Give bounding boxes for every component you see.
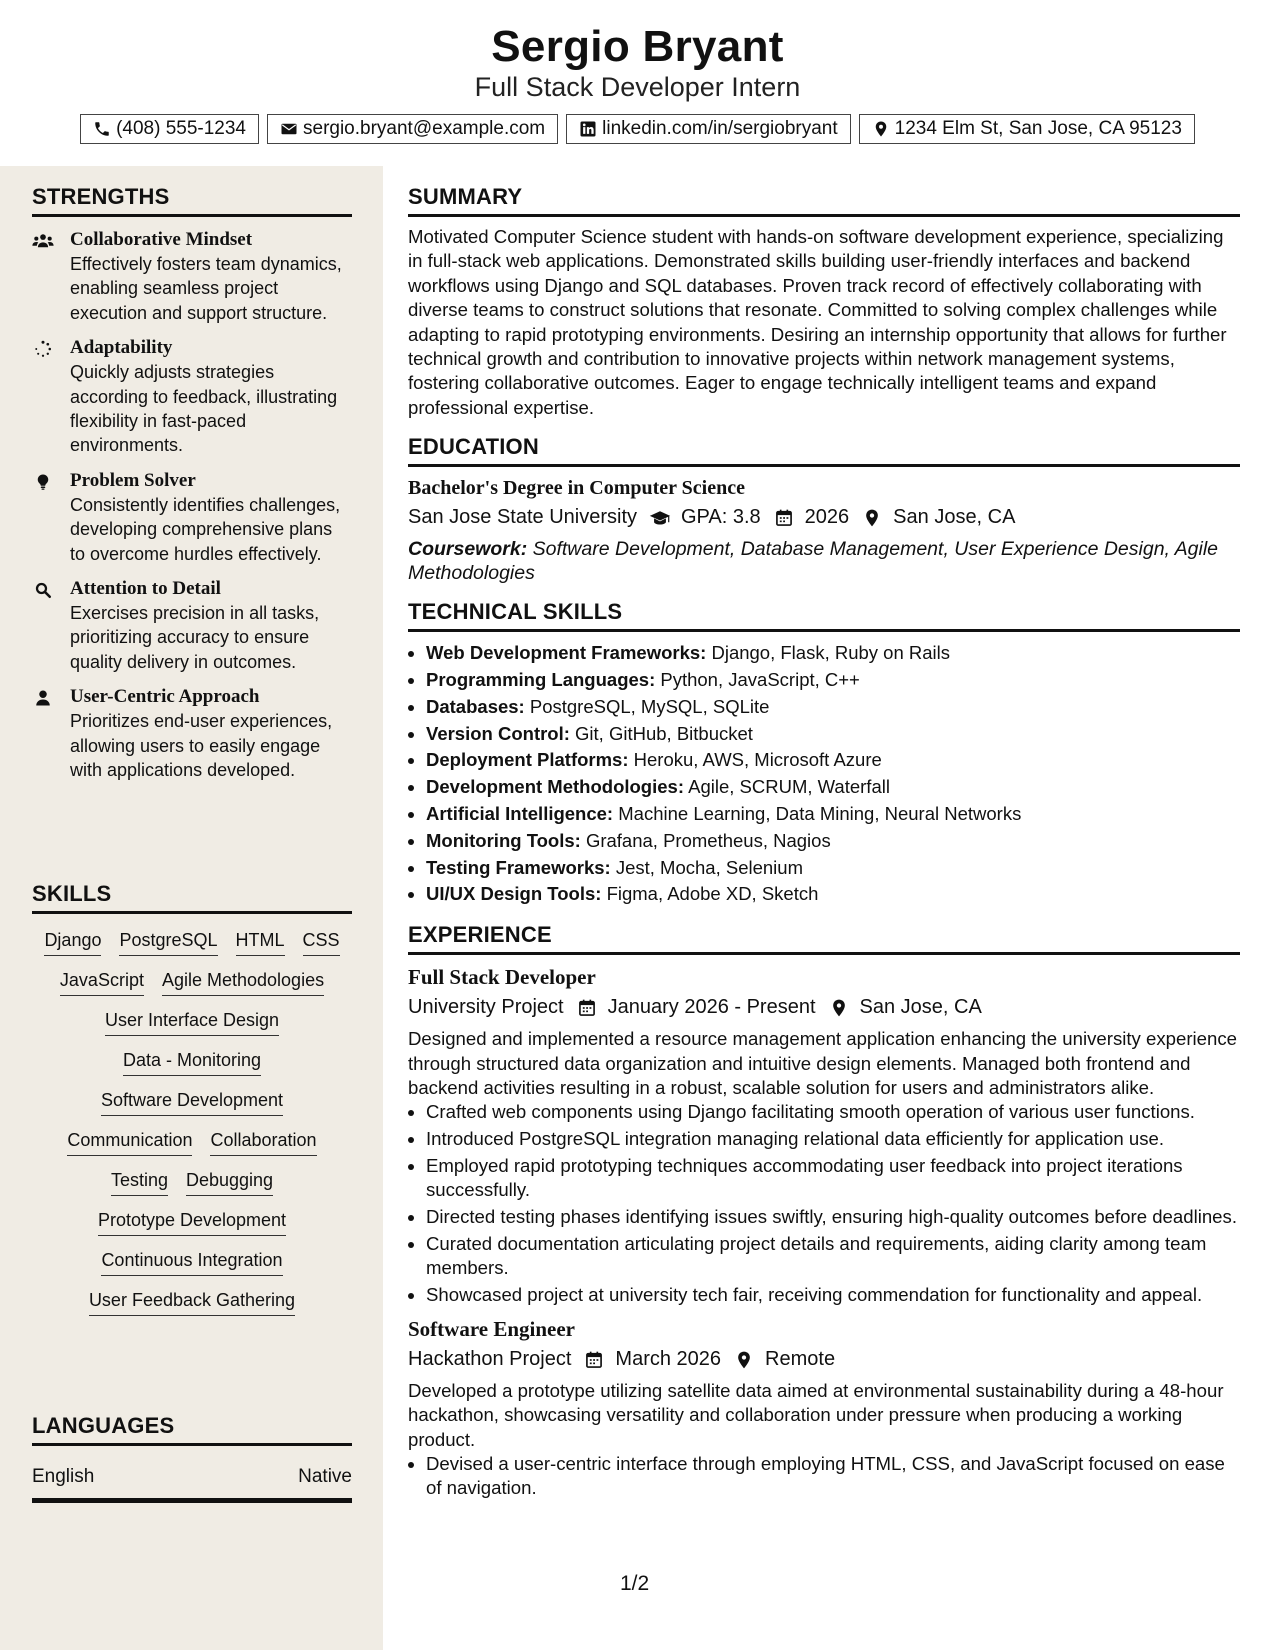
skill-tag: User Feedback Gathering <box>89 1288 295 1316</box>
job-meta <box>408 996 1240 1019</box>
skill-value: Agile, SCRUM, Waterfall <box>688 776 890 798</box>
list-item <box>426 855 1240 882</box>
calendar-icon <box>576 998 598 1018</box>
resume-header <box>0 0 1275 166</box>
list-item <box>426 667 1240 694</box>
education-section <box>408 434 1240 585</box>
calendar-icon <box>773 508 795 528</box>
list-item <box>426 881 1240 908</box>
users-icon <box>32 232 54 250</box>
skill-label: UI/UX Design Tools: <box>426 883 602 905</box>
calendar-icon <box>583 1350 605 1370</box>
skill-value: Python, JavaScript, C++ <box>660 669 860 691</box>
map-pin-icon <box>861 508 883 528</box>
list-item <box>426 801 1240 828</box>
skill-value: Heroku, AWS, Microsoft Azure <box>633 749 882 771</box>
spinner-icon <box>32 340 54 358</box>
job-description: Developed a prototype utilizing satellite data aimed at environmental sustainability during a 48-hour hackathon, showcasing versatility and collaboration under pressure when producing a working product. <box>408 1380 1224 1450</box>
coursework-list: Software Development, Database Management, User Experience Design, Agile Methodologies <box>408 538 1219 585</box>
strength-desc: Effectively fosters team dynamics, enabling seamless project execution and support structure. <box>70 254 342 323</box>
candidate-name: Sergio Bryant <box>491 22 784 71</box>
strength-title: Problem Solver <box>70 469 196 491</box>
contact-text: (408) 555-1234 <box>116 118 246 139</box>
technical-skills-section <box>408 599 1240 908</box>
skill-tag: Communication <box>67 1128 192 1156</box>
list-item: • Crafted web components using Django facilitating smooth operation of various user functions. <box>426 1100 1240 1124</box>
contact-address[interactable] <box>859 114 1195 144</box>
languages-section <box>32 1413 352 1503</box>
section-title: STRENGTHS <box>32 184 352 217</box>
job-org: University Project <box>408 996 564 1019</box>
strength-title: User-Centric Approach <box>70 686 260 708</box>
school-location: San Jose, CA <box>893 506 1016 529</box>
education-meta <box>408 506 1240 529</box>
job-bullets <box>408 1100 1240 1307</box>
section-title: SKILLS <box>32 881 352 914</box>
search-icon <box>32 581 54 599</box>
technical-skills-list <box>408 640 1240 908</box>
user-icon <box>32 689 54 707</box>
strength-desc: Consistently identifies challenges, developing comprehensive plans to overcome hurdles effectively. <box>70 494 341 564</box>
section-title: EXPERIENCE <box>408 922 1240 955</box>
list-item: • Devised a user-centric interface through employing HTML, CSS, and JavaScript focused on ease of navigation. <box>426 1452 1240 1500</box>
gpa: GPA: 3.8 <box>681 506 761 529</box>
list-item: • Employed rapid prototyping techniques accommodating user feedback into project iterations successfully. <box>426 1154 1240 1202</box>
school-name: San Jose State University <box>408 506 637 529</box>
section-title: LANGUAGES <box>32 1413 352 1446</box>
skill-label: Monitoring Tools: <box>426 829 581 851</box>
graduation-cap-icon <box>649 508 671 528</box>
skill-value: Git, GitHub, Bitbucket <box>575 722 753 744</box>
sidebar <box>0 166 383 1650</box>
list-item <box>426 828 1240 855</box>
skill-tag: CSS <box>303 928 340 956</box>
skill-tag: HTML <box>236 928 285 956</box>
contact-bar <box>0 114 1275 144</box>
linkedin-icon <box>579 120 597 138</box>
skill-tag: Data - Monitoring <box>123 1048 261 1076</box>
job-bullets <box>408 1452 1240 1500</box>
skill-value: Jest, Mocha, Selenium <box>615 856 803 878</box>
lightbulb-icon <box>32 473 54 491</box>
skill-tag: PostgreSQL <box>119 928 217 956</box>
candidate-role: Full Stack Developer Intern <box>474 72 801 102</box>
skill-tag: Software Development <box>101 1088 283 1116</box>
main-content <box>408 166 1240 1503</box>
skill-label: Web Development Frameworks: <box>426 642 707 664</box>
contact-text: 1234 Elm St, San Jose, CA 95123 <box>894 118 1182 139</box>
skill-value: PostgreSQL, MySQL, SQLite <box>529 695 770 717</box>
skill-value: Django, Flask, Ruby on Rails <box>711 642 951 664</box>
skill-tag: Continuous Integration <box>101 1248 282 1276</box>
degree-title: Bachelor's Degree in Computer Science <box>408 477 745 500</box>
list-item: • Curated documentation articulating project details and requirements, aiding clarity among team members. <box>426 1232 1240 1280</box>
section-title: TECHNICAL SKILLS <box>408 599 1240 632</box>
contact-text: sergio.bryant@example.com <box>303 118 546 139</box>
list-item <box>426 694 1240 721</box>
job-org: Hackathon Project <box>408 1348 572 1371</box>
strength-item <box>32 685 352 782</box>
skill-tag: Debugging <box>186 1168 273 1196</box>
list-item <box>426 721 1240 748</box>
job-title: Full Stack Developer <box>408 965 596 990</box>
strength-title: Attention to Detail <box>70 578 221 600</box>
strength-item <box>32 577 352 674</box>
list-item <box>426 747 1240 774</box>
skill-tag: JavaScript <box>60 968 144 996</box>
grad-year: 2026 <box>804 506 850 529</box>
skill-label: Databases: <box>426 695 525 717</box>
summary-section <box>408 184 1240 420</box>
contact-email[interactable] <box>267 114 558 144</box>
section-title: EDUCATION <box>408 434 1240 467</box>
list-item: • Directed testing phases identifying issues swiftly, ensuring high-quality outcomes before deadlines. <box>426 1205 1240 1229</box>
contact-phone[interactable] <box>80 114 259 144</box>
skill-value: Machine Learning, Data Mining, Neural Networks <box>618 803 1022 825</box>
experience-section <box>408 922 1240 1500</box>
phone-icon <box>93 120 111 138</box>
contact-linkedin[interactable] <box>566 114 851 144</box>
skill-label: Version Control: <box>426 722 570 744</box>
job-entry <box>408 1317 1240 1501</box>
coursework-label: Coursework: <box>408 538 528 561</box>
job-dates: January 2026 - Present <box>607 996 816 1019</box>
skill-tag: Agile Methodologies <box>162 968 324 996</box>
job-location: San Jose, CA <box>859 996 982 1019</box>
list-item: • Showcased project at university tech fair, receiving commendation for functionality and appeal. <box>426 1283 1240 1307</box>
list-item <box>426 774 1240 801</box>
map-pin-icon <box>872 120 890 138</box>
section-title: SUMMARY <box>408 184 1240 217</box>
job-description: Designed and implemented a resource management application enhancing the university experience through structured data organization and intuitive design elements. Managed both frontend and backend activities resulting in a robust, scalable solution for users and administrators alike. <box>408 1028 1237 1099</box>
envelope-icon <box>280 120 298 138</box>
skills-section <box>32 881 352 1316</box>
language-level: Native <box>298 1466 352 1487</box>
skill-value: Grafana, Prometheus, Nagios <box>585 829 831 851</box>
skill-label: Programming Languages: <box>426 669 656 691</box>
strength-desc: Prioritizes end-user experiences, allowing users to easily engage with applications developed. <box>70 711 333 781</box>
skill-tag: User Interface Design <box>105 1008 279 1036</box>
strength-item <box>32 469 352 566</box>
job-entry <box>408 965 1240 1307</box>
contact-text: linkedin.com/in/sergiobryant <box>602 118 838 139</box>
strength-title: Adaptability <box>70 337 173 359</box>
list-item <box>426 640 1240 667</box>
skill-tags <box>32 928 352 1316</box>
job-title: Software Engineer <box>408 1317 576 1342</box>
skill-value: Figma, Adobe XD, Sketch <box>606 883 819 905</box>
language-name: English <box>32 1466 95 1487</box>
map-pin-icon <box>828 998 850 1018</box>
strength-desc: Exercises precision in all tasks, prioritizing accuracy to ensure quality delivery in outcomes. <box>70 603 320 672</box>
coursework <box>408 537 1240 585</box>
job-dates: March 2026 <box>615 1348 722 1371</box>
strengths-section <box>32 184 352 783</box>
skill-label: Testing Frameworks: <box>426 856 611 878</box>
skill-tag: Prototype Development <box>98 1208 286 1236</box>
skill-tag: Django <box>44 928 101 956</box>
skill-label: Deployment Platforms: <box>426 749 629 771</box>
job-location: Remote <box>765 1348 836 1371</box>
strength-title: Collaborative Mindset <box>70 229 253 250</box>
skill-label: Artificial Intelligence: <box>426 803 614 825</box>
page-number: 1/2 <box>620 1572 650 1595</box>
strength-desc: Quickly adjusts strategies according to feedback, illustrating flexibility in fast-paced environments. <box>70 362 338 456</box>
list-item: • Introduced PostgreSQL integration managing relational data efficiently for application use. <box>426 1127 1240 1151</box>
skill-tag: Testing <box>111 1168 168 1196</box>
summary-text: Motivated Computer Science student with hands-on software development experience, specializing in full-stack web applications. Demonstrated skills building user-friendly interfaces and backend workflows using Django and SQL databases. Proven track record of effectively collaborating with diverse teams to construct solutions that resonate. Committed to solving complex challenges while adapting to rapid prototyping environments. Desiring an internship opportunity that allows for further technical growth and contribution to innovative projects within network management systems, fostering collaborative outcomes. Eager to engage technically intelligent teams and expand professional expertise. <box>408 226 1227 418</box>
language-row <box>32 1466 352 1503</box>
map-pin-icon <box>733 1350 755 1370</box>
skill-tag: Collaboration <box>210 1128 316 1156</box>
skill-label: Development Methodologies: <box>426 776 684 798</box>
strength-item <box>32 336 352 458</box>
job-meta <box>408 1348 1240 1371</box>
strength-item <box>32 228 352 325</box>
